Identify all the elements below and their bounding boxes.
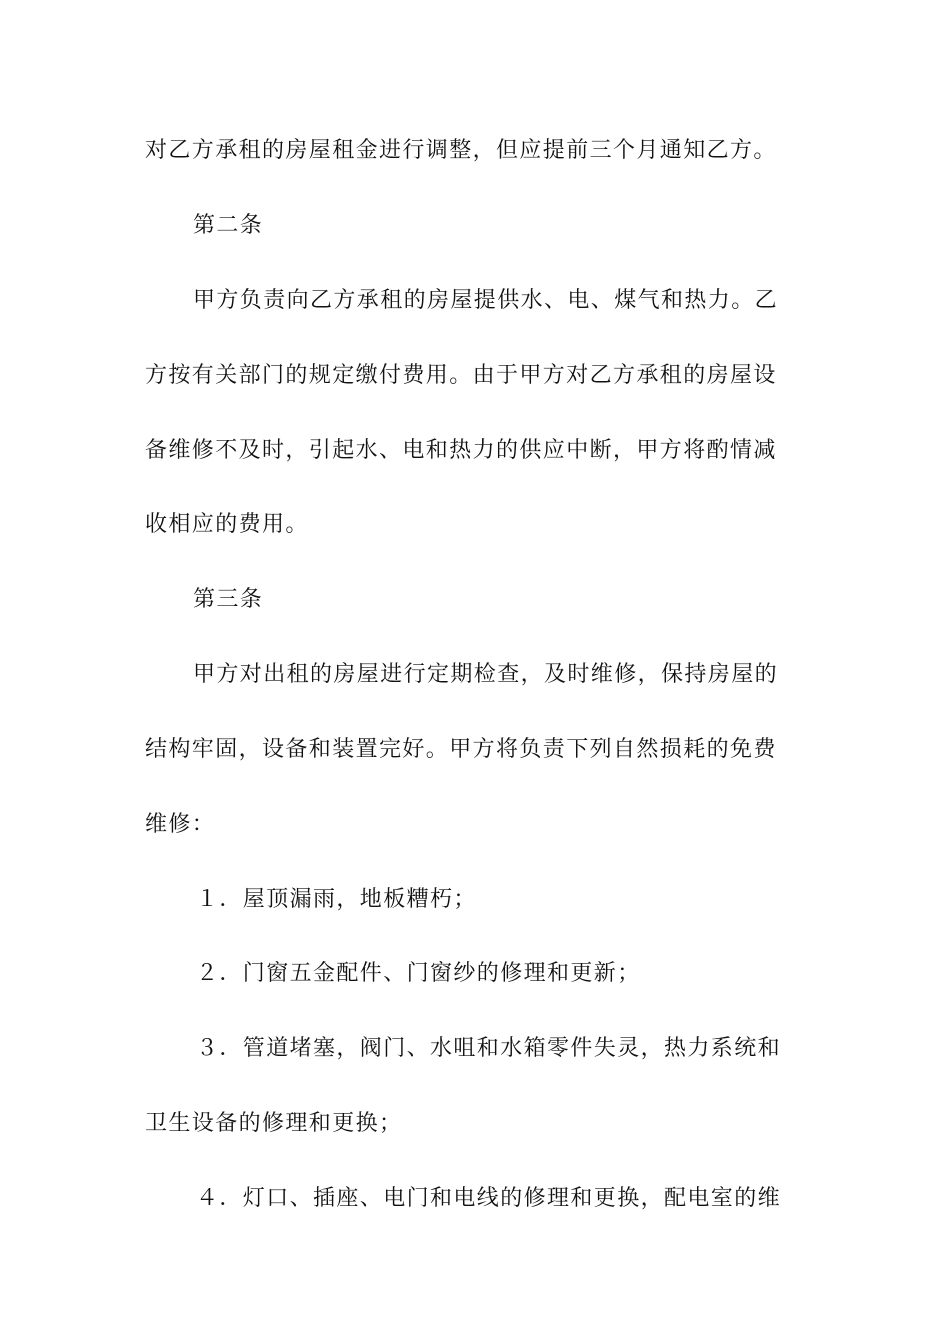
section-heading: 第二条 [193, 213, 264, 238]
list-item: １．屋顶漏雨，地板糟朽； [196, 887, 477, 912]
list-item: ２．门窗五金配件、门窗纱的修理和更新； [196, 961, 641, 986]
text-line: 维修： [145, 812, 216, 837]
text-line: 方按有关部门的规定缴付费用。由于甲方对乙方承租的房屋设 [145, 363, 777, 388]
text-line: 卫生设备的修理和更换； [145, 1111, 403, 1136]
text-line: 对乙方承租的房屋租金进行调整，但应提前三个月通知乙方。 [145, 138, 777, 163]
list-item: ３．管道堵塞，阀门、水咀和水箱零件失灵，热力系统和 [196, 1036, 782, 1061]
list-item: ４．灯口、插座、电门和电线的修理和更换，配电室的维 [196, 1186, 782, 1211]
text-line: 甲方对出租的房屋进行定期检查，及时维修，保持房屋的 [193, 662, 779, 687]
text-line: 收相应的费用。 [145, 512, 309, 537]
section-heading: 第三条 [193, 587, 264, 612]
text-line: 结构牢固，设备和装置完好。甲方将负责下列自然损耗的免费 [145, 737, 777, 762]
text-line: 甲方负责向乙方承租的房屋提供水、电、煤气和热力。乙 [193, 288, 779, 313]
text-line: 备维修不及时，引起水、电和热力的供应中断，甲方将酌情减 [145, 438, 777, 463]
